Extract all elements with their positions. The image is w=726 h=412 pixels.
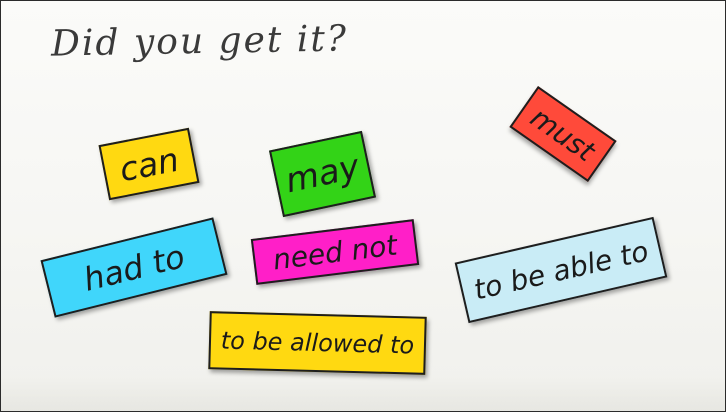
card-to-be-allowed-to [208,311,426,375]
board-title: Did you get it? [50,18,349,65]
card-label: can [116,139,182,189]
card-need-not [251,219,419,285]
card-label: had to [79,236,189,299]
card-can [99,128,200,201]
card-to-be-able-to [455,217,668,323]
card-may [269,131,376,217]
card-had-to [41,217,228,317]
card-must [509,86,616,182]
card-label: must [524,100,602,168]
board-shadow-strip [1,377,725,411]
card-label: to be able to [470,233,652,307]
card-label: may [282,146,363,202]
card-label: need not [271,228,399,276]
card-label: to be allowed to [220,326,415,360]
